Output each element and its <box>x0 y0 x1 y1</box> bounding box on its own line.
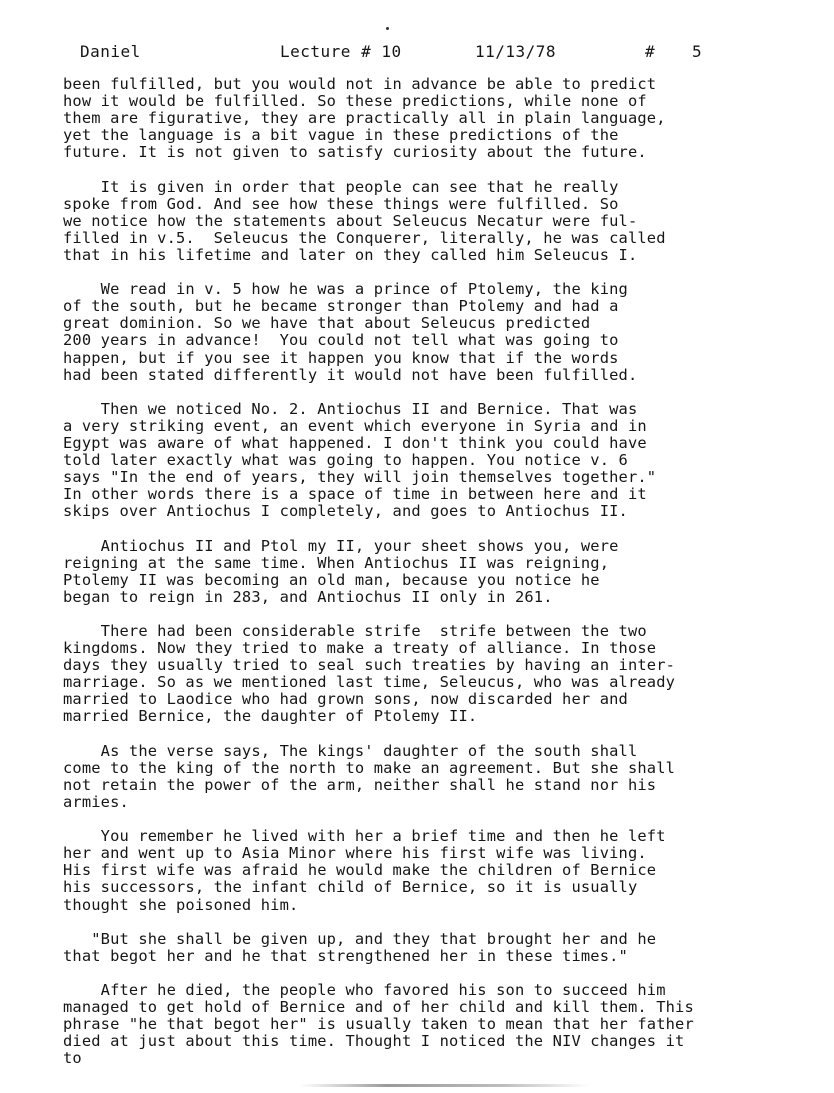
text-line: managed to get hold of Bernice and of her child and kill them. This <box>63 998 694 1017</box>
paragraph <box>63 281 763 384</box>
text-line: reigning at the same time. When Antiochus II was reigning, <box>63 553 610 572</box>
paragraph <box>63 828 763 913</box>
text-line: 200 years in advance! You could not tell what was going to <box>63 331 619 350</box>
text-line: skips over Antiochus I completely, and goes to Antiochus II. <box>63 502 628 521</box>
text-line: great dominion. So we have that about Seleucus predicted <box>63 314 591 333</box>
header-lecture: Lecture # 10 <box>280 42 402 61</box>
text-line: a very striking event, an event which everyone in Syria and in <box>63 416 647 435</box>
text-line: not retain the power of the arm, neither shall he stand nor his <box>63 775 657 794</box>
text-line: been fulfilled, but you would not in advance be able to predict <box>63 75 657 93</box>
text-line: had been stated differently it would not have been fulfilled. <box>63 365 638 384</box>
paragraph <box>63 76 763 161</box>
text-line: His first wife was afraid he would make the children of Bernice <box>63 861 657 880</box>
header-title: Daniel <box>80 42 141 61</box>
text-line: his successors, the infant child of Bernice, so it is usually <box>63 878 638 897</box>
paragraph <box>63 743 763 811</box>
paragraph <box>63 982 763 1067</box>
text-line: of the south, but he became stronger than Ptolemy and had a <box>63 297 619 316</box>
text-line: thought she poisoned him. <box>63 895 299 914</box>
text-line: married to Laodice who had grown sons, now discarded her and <box>63 690 628 709</box>
text-line: come to the king of the north to make an agreement. But she shall <box>63 758 676 777</box>
text-line: how it would be fulfilled. So these predictions, while none of <box>63 92 647 111</box>
text-line: armies. <box>63 792 129 811</box>
text-line: After he died, the people who favored his son to succeed him <box>63 980 666 999</box>
text-line: marriage. So as we mentioned last time, Seleucus, who was already <box>63 673 676 692</box>
text-line: Egypt was aware of what happened. I don't think you could have <box>63 433 647 452</box>
text-line: Ptolemy II was becoming an old man, because you notice he <box>63 570 600 589</box>
text-line: As the verse says, The kings' daughter of the south shall <box>63 741 638 760</box>
text-line: Then we noticed No. 2. Antiochus II and Bernice. That was <box>63 399 638 418</box>
text-line: we notice how the statements about Seleucus Necatur were ful- <box>63 211 638 230</box>
header-hash: # <box>645 42 656 61</box>
text-line: happen, but if you see it happen you know that if the words <box>63 348 619 367</box>
text-line: filled in v.5. Seleucus the Conquerer, literally, he was called <box>63 228 666 247</box>
bottom-scan-mark <box>300 1084 590 1087</box>
header-date: 11/13/78 <box>475 42 557 61</box>
text-line: We read in v. 5 how he was a prince of Ptolemy, the king <box>63 280 628 299</box>
text-line: It is given in order that people can see that he really <box>63 177 619 196</box>
text-line: to <box>63 1049 82 1068</box>
text-line: "But she shall be given up, and they that brought her and he <box>63 929 657 948</box>
text-line: them are figurative, they are practically all in plain language, <box>63 109 666 128</box>
text-line: future. It is not given to satisfy curiosity about the future. <box>63 143 647 162</box>
text-line: died at just about this time. Thought I noticed the NIV changes it <box>63 1032 685 1051</box>
paragraph <box>63 931 763 965</box>
text-line: that in his lifetime and later on they called him Seleucus I. <box>63 245 638 264</box>
text-line: that begot her and he that strengthened her in these times." <box>63 946 628 965</box>
text-line: phrase "he that begot her" is usually taken to mean that her father <box>63 1015 694 1034</box>
text-line: In other words there is a space of time in between here and it <box>63 485 647 504</box>
text-line: her and went up to Asia Minor where his first wife was living. <box>63 844 647 863</box>
text-line: spoke from God. And see how these things were fulfilled. So <box>63 194 619 213</box>
body-text <box>63 76 763 1085</box>
paragraph <box>63 179 763 264</box>
text-line: yet the language is a bit vague in these predictions of the <box>63 126 619 145</box>
paper-speck <box>386 27 389 30</box>
paragraph <box>63 401 763 521</box>
paragraph <box>63 623 763 726</box>
text-line: began to reign in 283, and Antiochus II only in 261. <box>63 587 553 606</box>
text-line: days they usually tried to seal such treaties by having an inter- <box>63 656 676 675</box>
paragraph <box>63 538 763 606</box>
text-line: kingdoms. Now they tried to make a treaty of alliance. In those <box>63 639 657 658</box>
page-header <box>80 42 720 66</box>
text-line: You remember he lived with her a brief time and then he left <box>63 827 666 846</box>
text-line: told later exactly what was going to happen. You notice v. 6 <box>63 451 628 470</box>
text-line: Antiochus II and Ptol my II, your sheet shows you, were <box>63 536 619 555</box>
text-line: married Bernice, the daughter of Ptolemy II. <box>63 707 478 726</box>
text-line: says "In the end of years, they will join themselves together." <box>63 468 657 487</box>
text-line: There had been considerable strife strife between the two <box>63 622 647 640</box>
header-page-number: 5 <box>692 42 703 61</box>
